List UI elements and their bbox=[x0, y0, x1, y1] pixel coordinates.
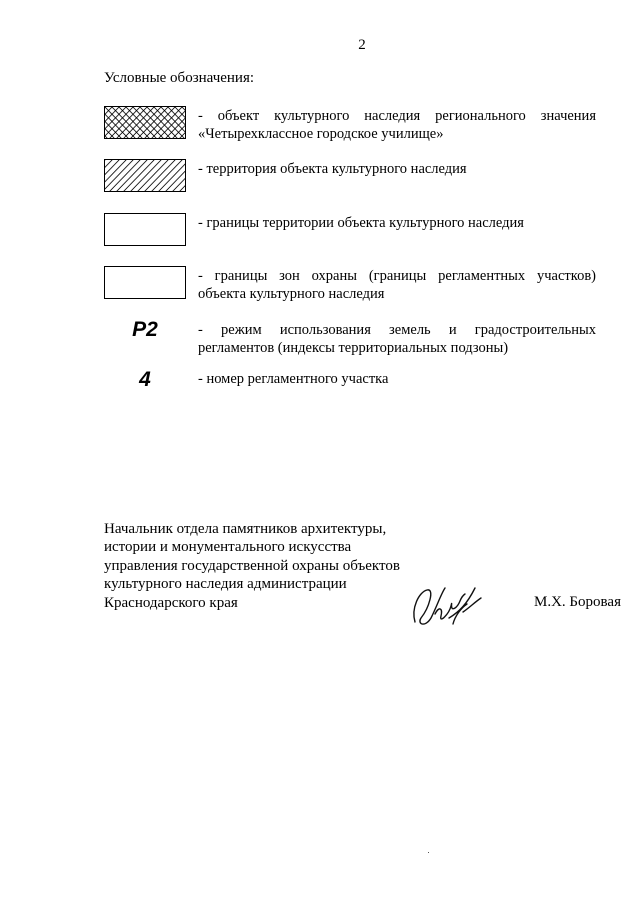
scan-speck bbox=[428, 852, 429, 853]
legend-line: - границы территории объекта культурного наследия bbox=[198, 215, 524, 231]
legend-line: «Четырехклассное городское училище» bbox=[198, 126, 444, 142]
legend-line: - территория объекта культурного наследия bbox=[198, 161, 467, 177]
signer-position-line: культурного наследия администрации bbox=[104, 576, 347, 593]
handwritten-signature bbox=[405, 578, 489, 634]
signer-position-line: управления государственной охраны объектов bbox=[104, 557, 400, 574]
legend-line: - границы зон охраны (границы регламентных участков) bbox=[198, 268, 596, 284]
legend-line: регламентов (индексы территориальных подзоны) bbox=[198, 340, 509, 356]
signer-name: М.Х. Боровая bbox=[534, 594, 621, 610]
legend-title: Условные обозначения: bbox=[104, 70, 255, 86]
protection-zone-border-symbol bbox=[104, 266, 186, 299]
legend-line: - номер регламентного участка bbox=[198, 371, 389, 387]
page-number: 2 bbox=[358, 37, 366, 53]
legend-item-zone-regime bbox=[198, 321, 596, 357]
legend-line: - объект культурного наследия регионального значения bbox=[198, 108, 596, 124]
legend-item-plot-number bbox=[198, 370, 596, 388]
zone-code-label: Р2 bbox=[132, 318, 158, 341]
legend-item-territory-borders bbox=[198, 214, 596, 232]
signer-position-line: Краснодарского края bbox=[104, 594, 238, 611]
legend-item-heritage-territory bbox=[198, 160, 596, 178]
legend-item-protection-zones bbox=[198, 267, 596, 303]
page-top-edge bbox=[40, 0, 600, 1]
diagonal-hatch-symbol bbox=[104, 159, 186, 192]
legend-item-heritage-object bbox=[198, 107, 596, 143]
legend-line: - режим использования земель и градостроительных bbox=[198, 322, 596, 338]
territory-border-symbol bbox=[104, 213, 186, 246]
crosshatch-symbol bbox=[104, 106, 186, 139]
plot-number-label: 4 bbox=[139, 368, 151, 391]
legend-line: объекта культурного наследия bbox=[198, 286, 385, 302]
signer-position-line: Начальник отдела памятников архитектуры, bbox=[104, 521, 387, 537]
signature-block bbox=[104, 520, 400, 612]
signer-position-line: истории и монументального искусства bbox=[104, 539, 352, 556]
